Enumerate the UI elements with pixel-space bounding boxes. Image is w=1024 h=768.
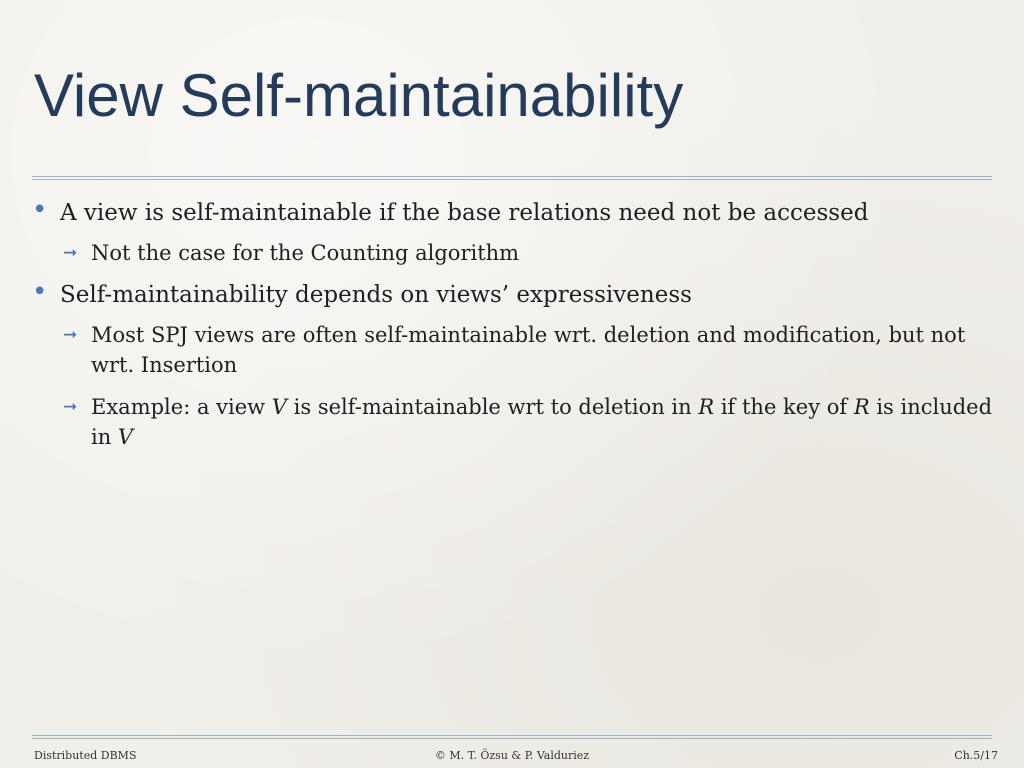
example-part: is self-maintainable wrt to deletion in — [286, 395, 699, 419]
example-part: is included in — [91, 395, 993, 449]
title-divider-line-secondary — [32, 179, 992, 180]
sub-bullet-item — [30, 238, 1000, 268]
footer-divider-line — [32, 735, 992, 736]
variable-v: V — [271, 395, 287, 419]
arrow-right-icon: ➞ — [63, 325, 78, 345]
arrow-right-icon: ➞ — [63, 243, 78, 263]
footer-course-title: Distributed DBMS — [34, 749, 137, 762]
bullet-list — [30, 195, 1000, 464]
sub-bullet-text: Not the case for the Counting algorithm — [91, 241, 520, 265]
example-text — [91, 395, 992, 449]
footer-page-number: Ch.5/17 — [954, 749, 998, 762]
bullet-item — [30, 195, 1000, 228]
bullet-dot-icon: • — [32, 195, 48, 225]
sub-bullet-item — [30, 320, 1000, 380]
variable-r: R — [698, 395, 715, 419]
variable-r: R — [853, 395, 870, 419]
slide-title: View Self-maintainability — [34, 62, 684, 129]
bullet-item — [30, 277, 1000, 310]
bullet-text: A view is self-maintainable if the base relations need not be accessed — [60, 200, 869, 226]
bullet-dot-icon: • — [32, 277, 48, 307]
title-divider-line — [32, 176, 992, 177]
sub-bullet-text: Most SPJ views are often self-maintainable wrt. deletion and modification, but not wrt. Insertion — [91, 323, 966, 377]
bullet-text: Self-maintainability depends on views’ expressiveness — [60, 282, 692, 308]
example-part: if the key of — [714, 395, 854, 419]
arrow-right-icon: ➞ — [63, 397, 78, 417]
footer-copyright: © M. T. Özsu & P. Valduriez — [434, 749, 590, 762]
footer-divider-line-secondary — [32, 738, 992, 739]
variable-v: V — [117, 425, 134, 449]
sub-bullet-item-example — [30, 392, 1000, 452]
example-part: Example: a view — [91, 395, 272, 419]
